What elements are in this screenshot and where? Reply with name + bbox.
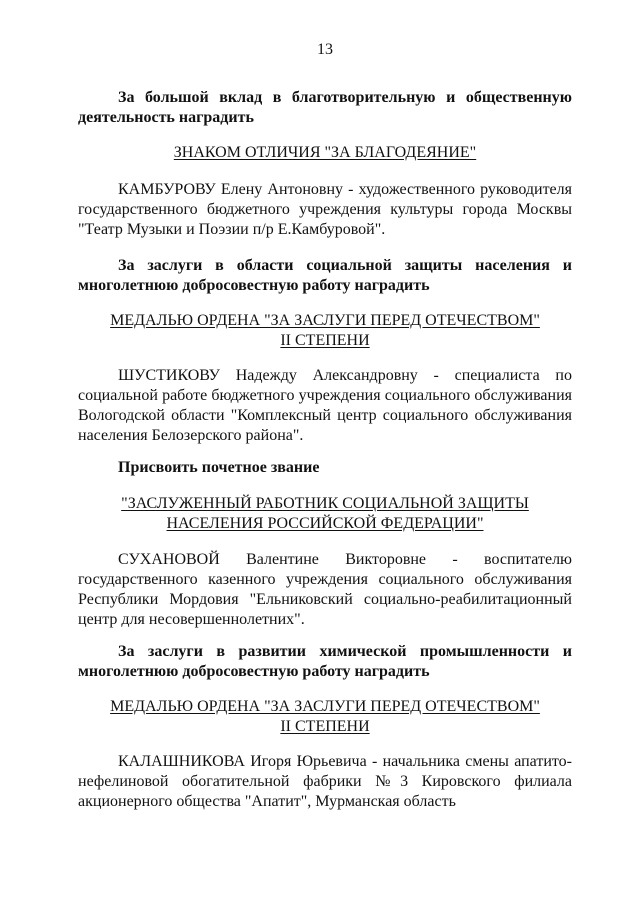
section-4-award-line-2: II СТЕПЕНИ	[280, 718, 370, 735]
section-3-award-title	[78, 494, 572, 534]
section-2-award-title	[78, 311, 572, 351]
section-1-award-title: ЗНАКОМ ОТЛИЧИЯ "ЗА БЛАГОДЕЯНИЕ"	[173, 144, 477, 161]
section-4-intro: За заслуги в развитии химической промышленности и многолетнюю добросовестную работу наградить	[78, 643, 572, 680]
section-4-nominee: КАЛАШНИКОВА Игоря Юрьевича - начальника смены апатито-нефелиновой обогатительной фабрики №3 Кировского филиала акционерного общества "Апатит", Мурманская область	[78, 753, 572, 810]
section-4-award-title	[78, 697, 572, 737]
section-3-award-line-1: "ЗАСЛУЖЕННЫЙ РАБОТНИК СОЦИАЛЬНОЙ ЗАЩИТЫ	[121, 495, 529, 512]
section-2-award-line-1: МЕДАЛЬЮ ОРДЕНА "ЗА ЗАСЛУГИ ПЕРЕД ОТЕЧЕСТВОМ"	[110, 312, 540, 329]
section-1-nominee: КАМБУРОВУ Елену Антоновну - художественного руководителя государственного бюджетного учреждения культуры города Москвы "Театр Музыки и Поэзии п/р Е.Камбуровой".	[78, 181, 572, 238]
section-2-intro: За заслуги в области социальной защиты населения и многолетнюю добросовестную работу наградить	[78, 257, 572, 294]
section-3-nominee: СУХАНОВОЙ Валентине Викторовне - воспитателю государственного казенного учреждения социального обслуживания Республики Мордовия "Ельниковский социально-реабилитационный центр для несовершеннолетних".	[78, 551, 572, 628]
section-1-intro: За большой вклад в благотворительную и общественную деятельность наградить	[78, 89, 572, 126]
document-page	[78, 0, 572, 905]
section-3-intro: Присвоить почетное звание	[118, 459, 320, 476]
page-number: 13	[317, 41, 333, 58]
section-2-award-line-2: II СТЕПЕНИ	[280, 332, 370, 349]
section-4-award-line-1: МЕДАЛЬЮ ОРДЕНА "ЗА ЗАСЛУГИ ПЕРЕД ОТЕЧЕСТВОМ"	[110, 698, 540, 715]
section-3-award-line-2: НАСЕЛЕНИЯ РОССИЙСКОЙ ФЕДЕРАЦИИ"	[166, 515, 484, 532]
section-2-nominee: ШУСТИКОВУ Надежду Александровну - специалиста по социальной работе бюджетного учреждения социального обслуживания Вологодской области "Комплексный центр социального обслуживания населения Белозерского района".	[78, 367, 572, 444]
